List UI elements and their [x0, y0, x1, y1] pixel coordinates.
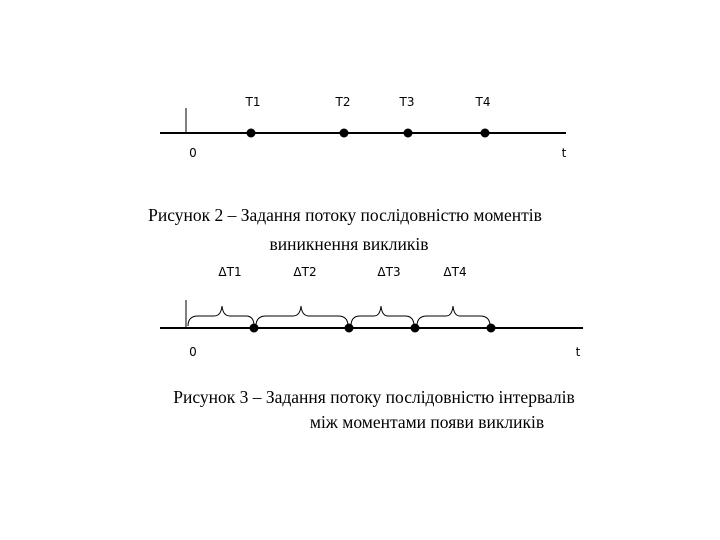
origin-label: 0 [189, 345, 197, 359]
interval-brace-2 [256, 306, 348, 326]
label-dt4: ΔT4 [443, 265, 467, 279]
figure-3-caption-line-1: Рисунок 3 – Задання потоку послідовністю інтервалів [173, 387, 575, 407]
label-t2: T2 [335, 95, 351, 109]
event-point-4 [487, 324, 496, 333]
event-point-1 [250, 324, 259, 333]
figure-2-caption-line-2: виникнення викликів [269, 234, 429, 254]
event-point-3 [411, 324, 420, 333]
axis-label-t: t [575, 345, 581, 359]
label-t4: T4 [475, 95, 491, 109]
label-dt1: ΔT1 [218, 265, 242, 279]
interval-brace-4 [417, 306, 490, 326]
label-dt3: ΔT3 [377, 265, 401, 279]
figure-2-timeline [160, 95, 567, 160]
interval-brace-1 [188, 306, 254, 326]
event-point-t2 [340, 129, 349, 138]
origin-label: 0 [189, 146, 197, 160]
figure-2-caption-line-1: Рисунок 2 – Задання потоку послідовністю моментів [148, 205, 542, 225]
event-point-t1 [247, 129, 256, 138]
event-point-t3 [404, 129, 413, 138]
figure-3-timeline [160, 265, 583, 359]
event-point-t4 [481, 129, 490, 138]
interval-brace-3 [351, 306, 414, 326]
label-t1: T1 [245, 95, 261, 109]
figure-3-caption-line-2: між моментами появи викликів [309, 412, 545, 432]
label-t3: T3 [399, 95, 415, 109]
label-dt2: ΔT2 [293, 265, 317, 279]
event-point-2 [345, 324, 354, 333]
axis-label-t: t [561, 146, 567, 160]
